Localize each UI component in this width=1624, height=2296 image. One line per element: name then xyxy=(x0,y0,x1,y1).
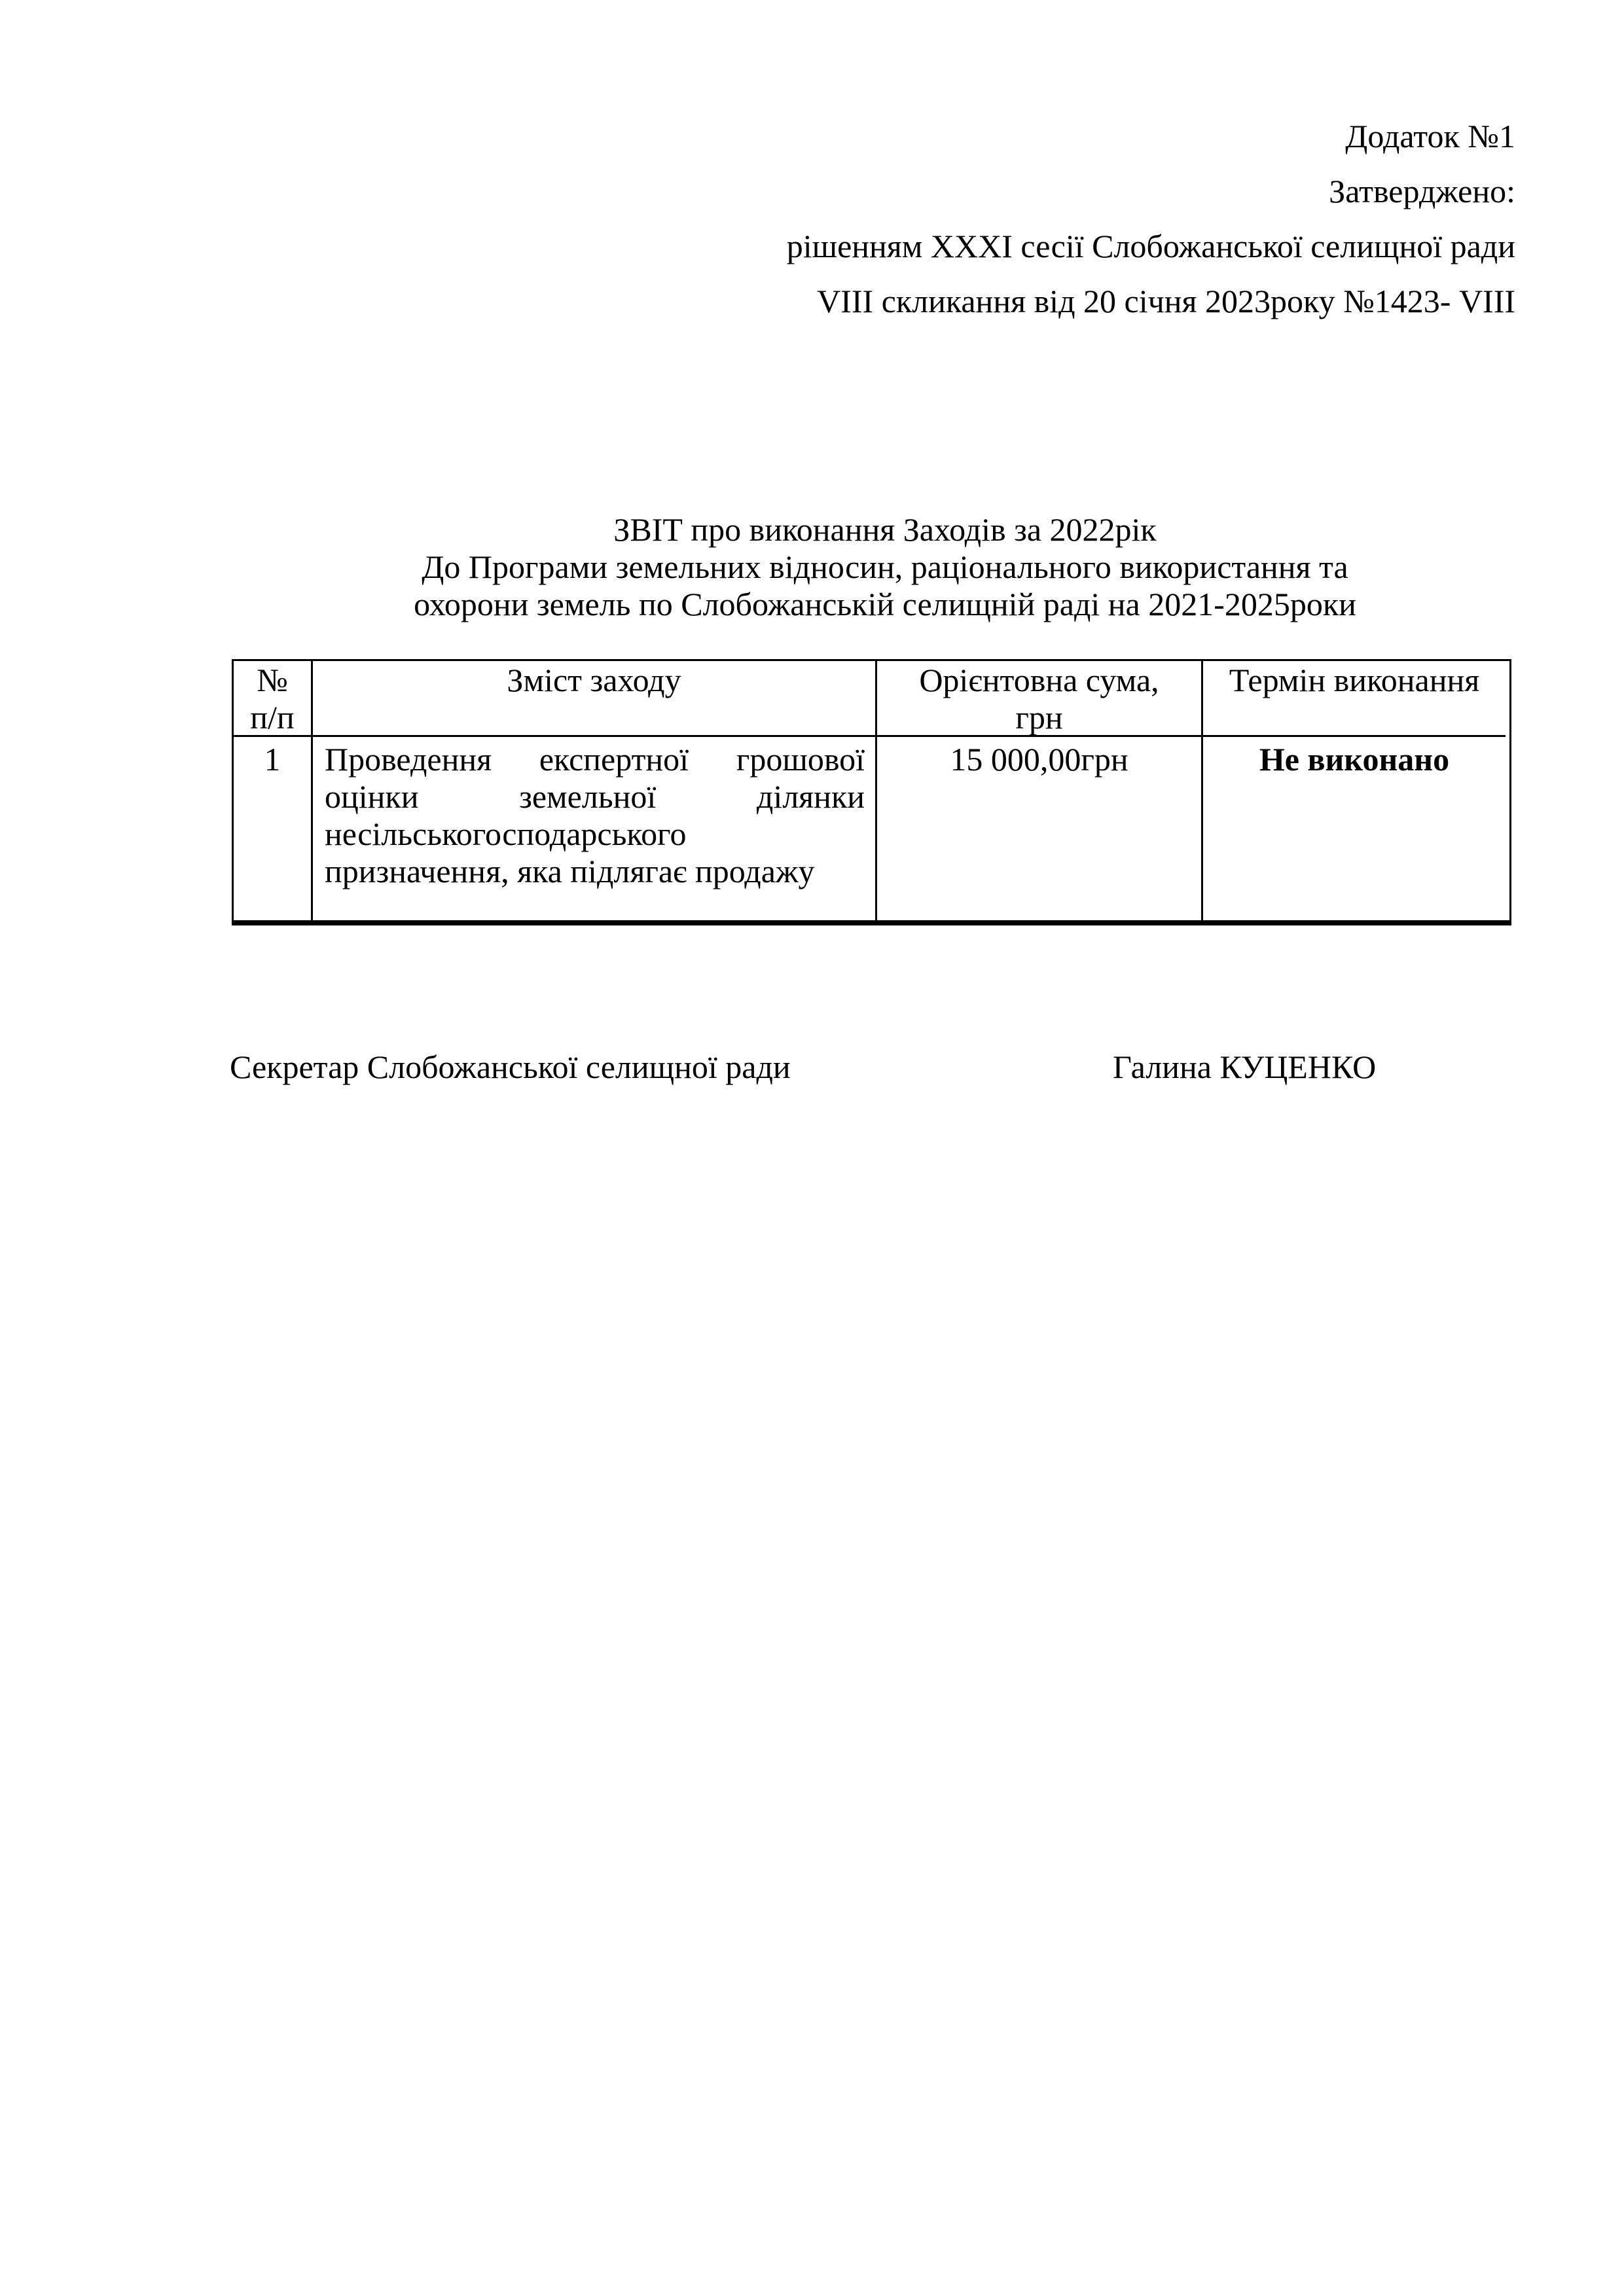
column-header-content: Зміст заходу xyxy=(311,661,875,737)
secretary-name: Галина КУЦЕНКО xyxy=(1113,1049,1377,1085)
column-header-number-line-2: п/п xyxy=(250,699,295,736)
approval-block xyxy=(599,109,1515,329)
column-header-number xyxy=(234,661,311,737)
column-header-term: Термін виконання xyxy=(1201,661,1506,737)
row-content-cell: Проведення експертної грошової оцінки земельної ділянки несільськогосподарського призначення, яка підлягає продажу xyxy=(311,737,875,920)
column-header-sum-line-1: Орієнтовна сума, xyxy=(919,662,1159,698)
row-number-cell: 1 xyxy=(264,741,281,778)
column-header-number-line-1: № xyxy=(257,662,288,698)
report-title xyxy=(263,511,1507,623)
report-title-line-3: охорони земель по Слобожанській селищній раді на 2021-2025роки xyxy=(414,586,1356,622)
report-title-line-1: ЗВІТ про виконання Заходів за 2022рік xyxy=(613,511,1157,548)
row-sum-cell: 15 000,00грн xyxy=(875,737,1201,920)
column-header-sum xyxy=(875,661,1201,737)
council-decision-line: рішенням XXXI сесії Слобожанської селищної ради xyxy=(786,228,1515,264)
approved-label: Затверджено: xyxy=(1329,173,1515,209)
secretary-title: Секретар Слобожанської селищної ради xyxy=(230,1049,791,1085)
report-title-line-2: До Програми земельних відносин, раціонального використання та xyxy=(422,548,1348,585)
measures-table xyxy=(232,659,1511,925)
session-number-line: VIII скликання від 20 січня 2023року №1423- VIII xyxy=(817,283,1515,319)
row-term-cell: Не виконано xyxy=(1201,737,1506,920)
column-header-sum-line-2: грн xyxy=(1015,699,1063,736)
appendix-label: Додаток №1 xyxy=(1345,118,1515,154)
